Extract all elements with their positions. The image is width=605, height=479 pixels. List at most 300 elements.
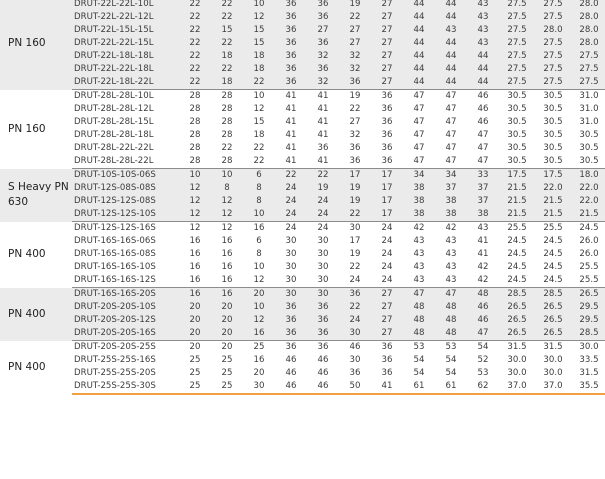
dimension-cell: 53 bbox=[413, 342, 425, 352]
dimension-cell: 41 bbox=[317, 91, 329, 101]
dimension-cell: 22 bbox=[349, 104, 361, 114]
dimension-cell: 36 bbox=[307, 11, 339, 24]
dimension-cell: 53 bbox=[477, 368, 489, 378]
dimension-cell: 24 bbox=[275, 182, 307, 195]
dimension-cell: 25 bbox=[221, 368, 233, 378]
dimension-cell: 48 bbox=[403, 314, 435, 327]
dimension-cell: 37 bbox=[435, 182, 467, 195]
dimension-cell: 27 bbox=[349, 117, 361, 127]
dimension-cell: 54 bbox=[445, 355, 457, 365]
dimension-cell: 43 bbox=[445, 262, 457, 272]
dimension-cell: 18 bbox=[243, 63, 275, 76]
dimension-cell: 42 bbox=[477, 262, 489, 272]
dimension-cell: 30 bbox=[349, 223, 361, 233]
dimension-cell: 25.5 bbox=[543, 223, 563, 233]
table-row bbox=[0, 288, 605, 302]
dimension-cell: 36 bbox=[307, 301, 339, 314]
table-row bbox=[0, 50, 605, 63]
dimension-cell: 30.5 bbox=[571, 155, 605, 169]
dimension-cell: 38 bbox=[467, 208, 499, 222]
dimension-cell: 41 bbox=[477, 249, 489, 259]
dimension-cell: 44 bbox=[467, 50, 499, 63]
dimension-cell: 22.0 bbox=[571, 195, 605, 208]
dimension-cell: 46 bbox=[275, 380, 307, 394]
dimension-cell: 29.5 bbox=[571, 314, 605, 327]
dimension-cell: 36 bbox=[275, 76, 307, 90]
dimension-cell: 22.0 bbox=[535, 182, 571, 195]
dimension-cell: 36 bbox=[317, 143, 329, 153]
part-code-cell: DRUT-28L-28L-18L bbox=[74, 130, 154, 140]
dimension-cell: 44 bbox=[435, 63, 467, 76]
dimension-cell: 22 bbox=[221, 143, 233, 153]
dimension-cell: 43 bbox=[477, 223, 489, 233]
part-code-cell: DRUT-16S-16S-06S bbox=[74, 236, 156, 246]
dimension-cell: 22 bbox=[179, 37, 211, 50]
dimension-cell: 6 bbox=[243, 169, 275, 183]
dimension-cell: 10 bbox=[243, 0, 275, 11]
dimension-cell: 30.5 bbox=[543, 130, 563, 140]
dimension-cell: 31.5 bbox=[579, 368, 599, 378]
dimension-cell: 16 bbox=[221, 236, 233, 246]
dimension-cell: 22 bbox=[179, 11, 211, 24]
dimension-cell: 8 bbox=[243, 195, 275, 208]
dimension-cell: 30.5 bbox=[535, 155, 571, 169]
dimension-cell: 24.5 bbox=[499, 274, 535, 288]
dimension-cell: 29.5 bbox=[571, 301, 605, 314]
dimension-cell: 12 bbox=[211, 208, 243, 222]
dimension-cell: 28 bbox=[179, 155, 211, 169]
dimension-cell: 38 bbox=[435, 208, 467, 222]
dimension-cell: 6 bbox=[256, 236, 262, 246]
dimension-cell: 61 bbox=[403, 380, 435, 394]
dimension-cell: 28.5 bbox=[535, 288, 571, 302]
dimension-cell: 30 bbox=[349, 355, 361, 365]
dimension-cell: 36 bbox=[275, 327, 307, 341]
dimension-cell: 17.5 bbox=[499, 169, 535, 183]
dimension-cell: 43 bbox=[413, 262, 425, 272]
dimension-cell: 27 bbox=[307, 24, 339, 37]
dimension-cell: 47 bbox=[445, 104, 457, 114]
dimension-cell: 30 bbox=[275, 288, 307, 302]
dimension-cell: 44 bbox=[435, 37, 467, 50]
table-row bbox=[0, 261, 605, 274]
dimension-cell: 27 bbox=[371, 76, 403, 90]
part-code-cell: DRUT-12S-12S-16S bbox=[74, 223, 156, 233]
dimension-cell: 36 bbox=[275, 11, 307, 24]
dimension-cell: 27 bbox=[371, 327, 403, 341]
dimension-cell: 36 bbox=[339, 155, 371, 169]
dimension-cell: 21.5 bbox=[535, 195, 571, 208]
table-row bbox=[0, 235, 605, 248]
dimension-cell: 36 bbox=[317, 342, 329, 352]
dimension-cell: 30.0 bbox=[507, 355, 527, 365]
dimension-cell: 36 bbox=[285, 342, 297, 352]
dimension-cell: 30.0 bbox=[507, 368, 527, 378]
dimension-cell: 48 bbox=[435, 314, 467, 327]
dimension-cell: 27 bbox=[371, 63, 403, 76]
dimension-cell: 20 bbox=[243, 288, 275, 302]
dimension-cell: 27.5 bbox=[499, 37, 535, 50]
dimension-cell: 27.5 bbox=[535, 0, 571, 11]
dimension-cell: 47 bbox=[445, 117, 457, 127]
dimension-cell: 47 bbox=[477, 130, 489, 140]
dimension-cell: 47 bbox=[445, 143, 457, 153]
dimension-cell: 30.5 bbox=[507, 143, 527, 153]
dimension-cell: 20 bbox=[211, 327, 243, 341]
dimension-cell: 18 bbox=[211, 50, 243, 63]
dimension-cell: 44 bbox=[467, 63, 499, 76]
dimension-cell: 15 bbox=[211, 24, 243, 37]
part-code-cell: DRUT-22L-15L-15L bbox=[72, 24, 179, 37]
dimension-cell: 52 bbox=[477, 355, 489, 365]
dimension-cell: 17 bbox=[371, 195, 403, 208]
dimension-cell: 19 bbox=[349, 91, 361, 101]
table-row bbox=[0, 380, 605, 394]
dimension-cell: 21.5 bbox=[499, 195, 535, 208]
dimension-cell: 30.5 bbox=[543, 143, 563, 153]
dimension-cell: 41 bbox=[477, 236, 489, 246]
dimension-cell: 41 bbox=[371, 380, 403, 394]
dimension-cell: 12 bbox=[243, 274, 275, 288]
dimension-cell: 27.5 bbox=[499, 24, 535, 37]
dimension-cell: 30 bbox=[285, 236, 297, 246]
dimension-cell: 32 bbox=[307, 50, 339, 63]
dimension-cell: 12 bbox=[179, 182, 211, 195]
dimension-cell: 28 bbox=[189, 91, 201, 101]
table-row bbox=[0, 274, 605, 288]
dimension-cell: 37.0 bbox=[535, 380, 571, 394]
dimension-cell: 26.5 bbox=[535, 301, 571, 314]
dimension-cell: 46 bbox=[317, 368, 329, 378]
table-row bbox=[0, 90, 605, 104]
dimension-cell: 22 bbox=[349, 262, 361, 272]
dimension-cell: 36 bbox=[307, 63, 339, 76]
table-row bbox=[0, 155, 605, 169]
dimension-cell: 25 bbox=[179, 380, 211, 394]
dimension-cell: 36 bbox=[275, 314, 307, 327]
dimension-cell: 24.5 bbox=[507, 249, 527, 259]
dimension-cell: 48 bbox=[435, 301, 467, 314]
part-code-cell: DRUT-22L-22L-15L bbox=[72, 37, 179, 50]
dimension-cell: 20 bbox=[189, 342, 201, 352]
dimension-cell: 22 bbox=[275, 169, 307, 183]
dimension-cell: 27.5 bbox=[571, 63, 605, 76]
table-row bbox=[0, 314, 605, 327]
dimension-cell: 27 bbox=[339, 24, 371, 37]
table-row bbox=[0, 301, 605, 314]
dimension-cell: 28.5 bbox=[499, 288, 535, 302]
dimension-cell: 46 bbox=[477, 104, 489, 114]
dimension-cell: 41 bbox=[275, 155, 307, 169]
dimension-cell: 16 bbox=[189, 249, 201, 259]
dimension-cell: 28 bbox=[189, 104, 201, 114]
dimension-cell: 31.0 bbox=[579, 117, 599, 127]
dimension-cell: 22 bbox=[339, 301, 371, 314]
pressure-group bbox=[0, 0, 605, 90]
dimension-cell: 25 bbox=[221, 355, 233, 365]
dimension-cell: 17 bbox=[371, 169, 403, 183]
dimension-cell: 17 bbox=[371, 182, 403, 195]
part-code-cell: DRUT-12S-12S-08S bbox=[72, 195, 179, 208]
dimension-cell: 47 bbox=[413, 104, 425, 114]
table-row bbox=[0, 208, 605, 222]
dimension-cell: 16 bbox=[179, 274, 211, 288]
dimension-cell: 47 bbox=[403, 155, 435, 169]
part-code-cell: DRUT-22L-18L-22L bbox=[72, 76, 179, 90]
dimension-cell: 36 bbox=[307, 37, 339, 50]
table-row bbox=[0, 182, 605, 195]
dimension-cell: 54 bbox=[445, 368, 457, 378]
dimension-cell: 25 bbox=[189, 355, 201, 365]
dimension-cell: 8 bbox=[256, 249, 262, 259]
dimension-cell: 44 bbox=[403, 50, 435, 63]
dimension-cell: 16 bbox=[221, 262, 233, 272]
dimension-cell: 19 bbox=[339, 182, 371, 195]
part-code-cell: DRUT-20S-20S-16S bbox=[72, 327, 179, 341]
dimension-cell: 21.5 bbox=[499, 182, 535, 195]
table-row bbox=[0, 129, 605, 142]
part-code-cell: DRUT-12S-12S-10S bbox=[72, 208, 179, 222]
dimension-cell: 27.5 bbox=[535, 37, 571, 50]
dimension-cell: 44 bbox=[403, 24, 435, 37]
dimension-cell: 10 bbox=[243, 301, 275, 314]
dimension-cell: 30.0 bbox=[579, 342, 599, 352]
dimension-cell: 18 bbox=[211, 76, 243, 90]
dimension-cell: 37.0 bbox=[499, 380, 535, 394]
dimension-cell: 26.5 bbox=[499, 314, 535, 327]
dimension-cell: 24 bbox=[307, 195, 339, 208]
dimension-cell: 18 bbox=[253, 130, 265, 140]
dimension-cell: 36 bbox=[381, 143, 393, 153]
dimension-cell: 47 bbox=[477, 143, 489, 153]
dimension-cell: 16 bbox=[221, 249, 233, 259]
dimension-cell: 21.5 bbox=[535, 208, 571, 222]
dimension-cell: 36 bbox=[381, 130, 393, 140]
dimension-cell: 30.5 bbox=[543, 104, 563, 114]
dimension-cell: 30.5 bbox=[543, 117, 563, 127]
dimension-cell: 24.5 bbox=[579, 223, 599, 233]
dimension-cell: 19 bbox=[349, 249, 361, 259]
part-code-cell: DRUT-22L-22L-12L bbox=[72, 11, 179, 24]
dimension-cell: 24 bbox=[339, 274, 371, 288]
dimension-cell: 15 bbox=[243, 24, 275, 37]
dimension-cell: 46 bbox=[285, 355, 297, 365]
part-code-cell: DRUT-25S-25S-16S bbox=[74, 355, 156, 365]
dimension-cell: 12 bbox=[253, 104, 265, 114]
dimension-cell: 46 bbox=[477, 117, 489, 127]
dimension-cell: 44 bbox=[435, 76, 467, 90]
dimension-cell: 36 bbox=[307, 0, 339, 11]
dimension-cell: 24 bbox=[275, 195, 307, 208]
dimension-cell: 41 bbox=[317, 104, 329, 114]
dimension-cell: 61 bbox=[435, 380, 467, 394]
table-row bbox=[0, 11, 605, 24]
dimension-cell: 8 bbox=[243, 182, 275, 195]
dimension-cell: 16 bbox=[253, 355, 265, 365]
part-code-cell: DRUT-28L-28L-22L bbox=[72, 155, 179, 169]
dimension-cell: 25.5 bbox=[579, 262, 599, 272]
dimension-cell: 42 bbox=[467, 274, 499, 288]
dimension-cell: 12 bbox=[243, 11, 275, 24]
dimension-cell: 30 bbox=[285, 262, 297, 272]
dimension-cell: 16 bbox=[211, 274, 243, 288]
dimension-cell: 12 bbox=[179, 208, 211, 222]
dimension-cell: 32 bbox=[307, 76, 339, 90]
dimension-cell: 41 bbox=[285, 104, 297, 114]
dimension-cell: 38 bbox=[403, 208, 435, 222]
dimension-cell: 28.5 bbox=[571, 327, 605, 341]
dimension-cell: 36 bbox=[381, 117, 393, 127]
dimension-cell: 48 bbox=[403, 327, 435, 341]
dimension-cell: 10 bbox=[211, 169, 243, 183]
dimension-cell: 19 bbox=[307, 182, 339, 195]
dimension-cell: 27 bbox=[371, 314, 403, 327]
dimension-cell: 26.0 bbox=[579, 249, 599, 259]
dimension-cell: 43 bbox=[467, 11, 499, 24]
dimension-cell: 30.5 bbox=[507, 104, 527, 114]
dimension-cell: 16 bbox=[189, 236, 201, 246]
dimension-cell: 22 bbox=[211, 37, 243, 50]
dimension-cell: 36 bbox=[307, 327, 339, 341]
dimension-cell: 48 bbox=[403, 301, 435, 314]
dimension-cell: 43 bbox=[467, 0, 499, 11]
dimension-cell: 22.0 bbox=[571, 182, 605, 195]
dimension-cell: 24 bbox=[381, 223, 393, 233]
dimension-cell: 22 bbox=[243, 155, 275, 169]
dimension-cell: 47 bbox=[435, 288, 467, 302]
dimension-cell: 36 bbox=[349, 143, 361, 153]
dimension-cell: 31.0 bbox=[579, 104, 599, 114]
dimension-cell: 36 bbox=[381, 355, 393, 365]
table-row bbox=[0, 24, 605, 37]
dimension-cell: 36 bbox=[307, 314, 339, 327]
dimension-cell: 30 bbox=[307, 274, 339, 288]
dimension-cell: 16 bbox=[211, 288, 243, 302]
dimension-cell: 43 bbox=[403, 274, 435, 288]
dimension-cell: 24 bbox=[381, 262, 393, 272]
dimension-cell: 20 bbox=[179, 327, 211, 341]
dimension-cell: 34 bbox=[403, 169, 435, 183]
dimension-cell: 36 bbox=[275, 24, 307, 37]
dimension-cell: 22 bbox=[211, 63, 243, 76]
dimension-cell: 18 bbox=[243, 50, 275, 63]
dimension-cell: 30.5 bbox=[579, 130, 599, 140]
dimension-cell: 30 bbox=[275, 274, 307, 288]
dimension-cell: 42 bbox=[413, 223, 425, 233]
dimension-cell: 31.5 bbox=[543, 342, 563, 352]
dimension-cell: 33 bbox=[467, 169, 499, 183]
dimension-cell: 28 bbox=[221, 130, 233, 140]
table-row bbox=[0, 222, 605, 236]
table-row bbox=[0, 103, 605, 116]
dimension-cell: 32 bbox=[339, 63, 371, 76]
dimension-cell: 30.5 bbox=[499, 155, 535, 169]
dimension-cell: 48 bbox=[467, 288, 499, 302]
part-code-cell: DRUT-16S-16S-08S bbox=[74, 249, 156, 259]
dimension-cell: 24.5 bbox=[507, 236, 527, 246]
dimension-cell: 47 bbox=[467, 155, 499, 169]
dimension-cell: 47 bbox=[445, 91, 457, 101]
dimension-cell: 27 bbox=[371, 50, 403, 63]
dimension-cell: 30 bbox=[317, 236, 329, 246]
pressure-rating-label: PN 400 bbox=[8, 360, 46, 373]
dimension-cell: 27.5 bbox=[535, 63, 571, 76]
dimension-cell: 27 bbox=[339, 37, 371, 50]
part-code-cell: DRUT-12S-08S-08S bbox=[72, 182, 179, 195]
dimension-cell: 26.5 bbox=[499, 327, 535, 341]
dimension-cell: 24.5 bbox=[543, 262, 563, 272]
dimension-cell: 22 bbox=[179, 76, 211, 90]
dimension-cell: 38 bbox=[435, 195, 467, 208]
dimension-cell: 47 bbox=[467, 327, 499, 341]
dimension-cell: 24 bbox=[371, 274, 403, 288]
dimension-cell: 38 bbox=[403, 182, 435, 195]
dimension-cell: 19 bbox=[339, 195, 371, 208]
dimension-cell: 36 bbox=[381, 368, 393, 378]
table-row bbox=[0, 37, 605, 50]
part-code-cell: DRUT-28L-28L-12L bbox=[74, 104, 154, 114]
dimension-cell: 34 bbox=[435, 169, 467, 183]
dimension-cell: 54 bbox=[413, 355, 425, 365]
dimension-cell: 12 bbox=[243, 314, 275, 327]
part-code-cell: DRUT-28L-22L-22L bbox=[74, 143, 154, 153]
dimension-cell: 10 bbox=[179, 169, 211, 183]
dimension-cell: 36 bbox=[381, 104, 393, 114]
dimension-cell: 27.5 bbox=[499, 11, 535, 24]
part-code-cell: DRUT-20S-20S-12S bbox=[72, 314, 179, 327]
table-row bbox=[0, 354, 605, 367]
dimension-cell: 22 bbox=[243, 76, 275, 90]
dimension-cell: 48 bbox=[435, 327, 467, 341]
dimension-cell: 30 bbox=[317, 262, 329, 272]
dimension-cell: 20 bbox=[253, 368, 265, 378]
part-code-cell: DRUT-20S-20S-10S bbox=[72, 301, 179, 314]
part-code-cell: DRUT-16S-16S-10S bbox=[74, 262, 156, 272]
pressure-group bbox=[0, 169, 605, 222]
dimension-cell: 27 bbox=[371, 11, 403, 24]
dimension-cell: 54 bbox=[477, 342, 489, 352]
dimension-cell: 31.0 bbox=[579, 91, 599, 101]
table-row bbox=[0, 0, 605, 11]
dimension-cell: 22 bbox=[339, 208, 371, 222]
dimension-cell: 46 bbox=[307, 380, 339, 394]
dimension-cell: 27 bbox=[371, 37, 403, 50]
dimension-cell: 43 bbox=[413, 236, 425, 246]
dimension-cell: 25.5 bbox=[507, 223, 527, 233]
pressure-group bbox=[0, 90, 605, 169]
dimension-cell: 24 bbox=[317, 223, 329, 233]
dimension-cell: 15 bbox=[243, 37, 275, 50]
dimension-cell: 17 bbox=[349, 236, 361, 246]
dimension-cell: 28 bbox=[221, 117, 233, 127]
dimension-cell: 30.5 bbox=[543, 91, 563, 101]
dimension-cell: 47 bbox=[403, 288, 435, 302]
dimension-cell: 16 bbox=[189, 262, 201, 272]
dimension-cell: 44 bbox=[403, 63, 435, 76]
dimension-cell: 28.0 bbox=[571, 0, 605, 11]
dimension-cell: 22 bbox=[339, 11, 371, 24]
table-row bbox=[0, 195, 605, 208]
dimension-cell: 10 bbox=[253, 91, 265, 101]
dimension-cell: 41 bbox=[285, 130, 297, 140]
dimension-cell: 30 bbox=[317, 249, 329, 259]
part-code-cell: DRUT-16S-16S-20S bbox=[72, 288, 179, 302]
dimension-cell: 24 bbox=[275, 208, 307, 222]
dimension-cell: 25.5 bbox=[571, 274, 605, 288]
dimension-cell: 8 bbox=[211, 182, 243, 195]
dimension-cell: 46 bbox=[317, 355, 329, 365]
pressure-group bbox=[0, 288, 605, 341]
